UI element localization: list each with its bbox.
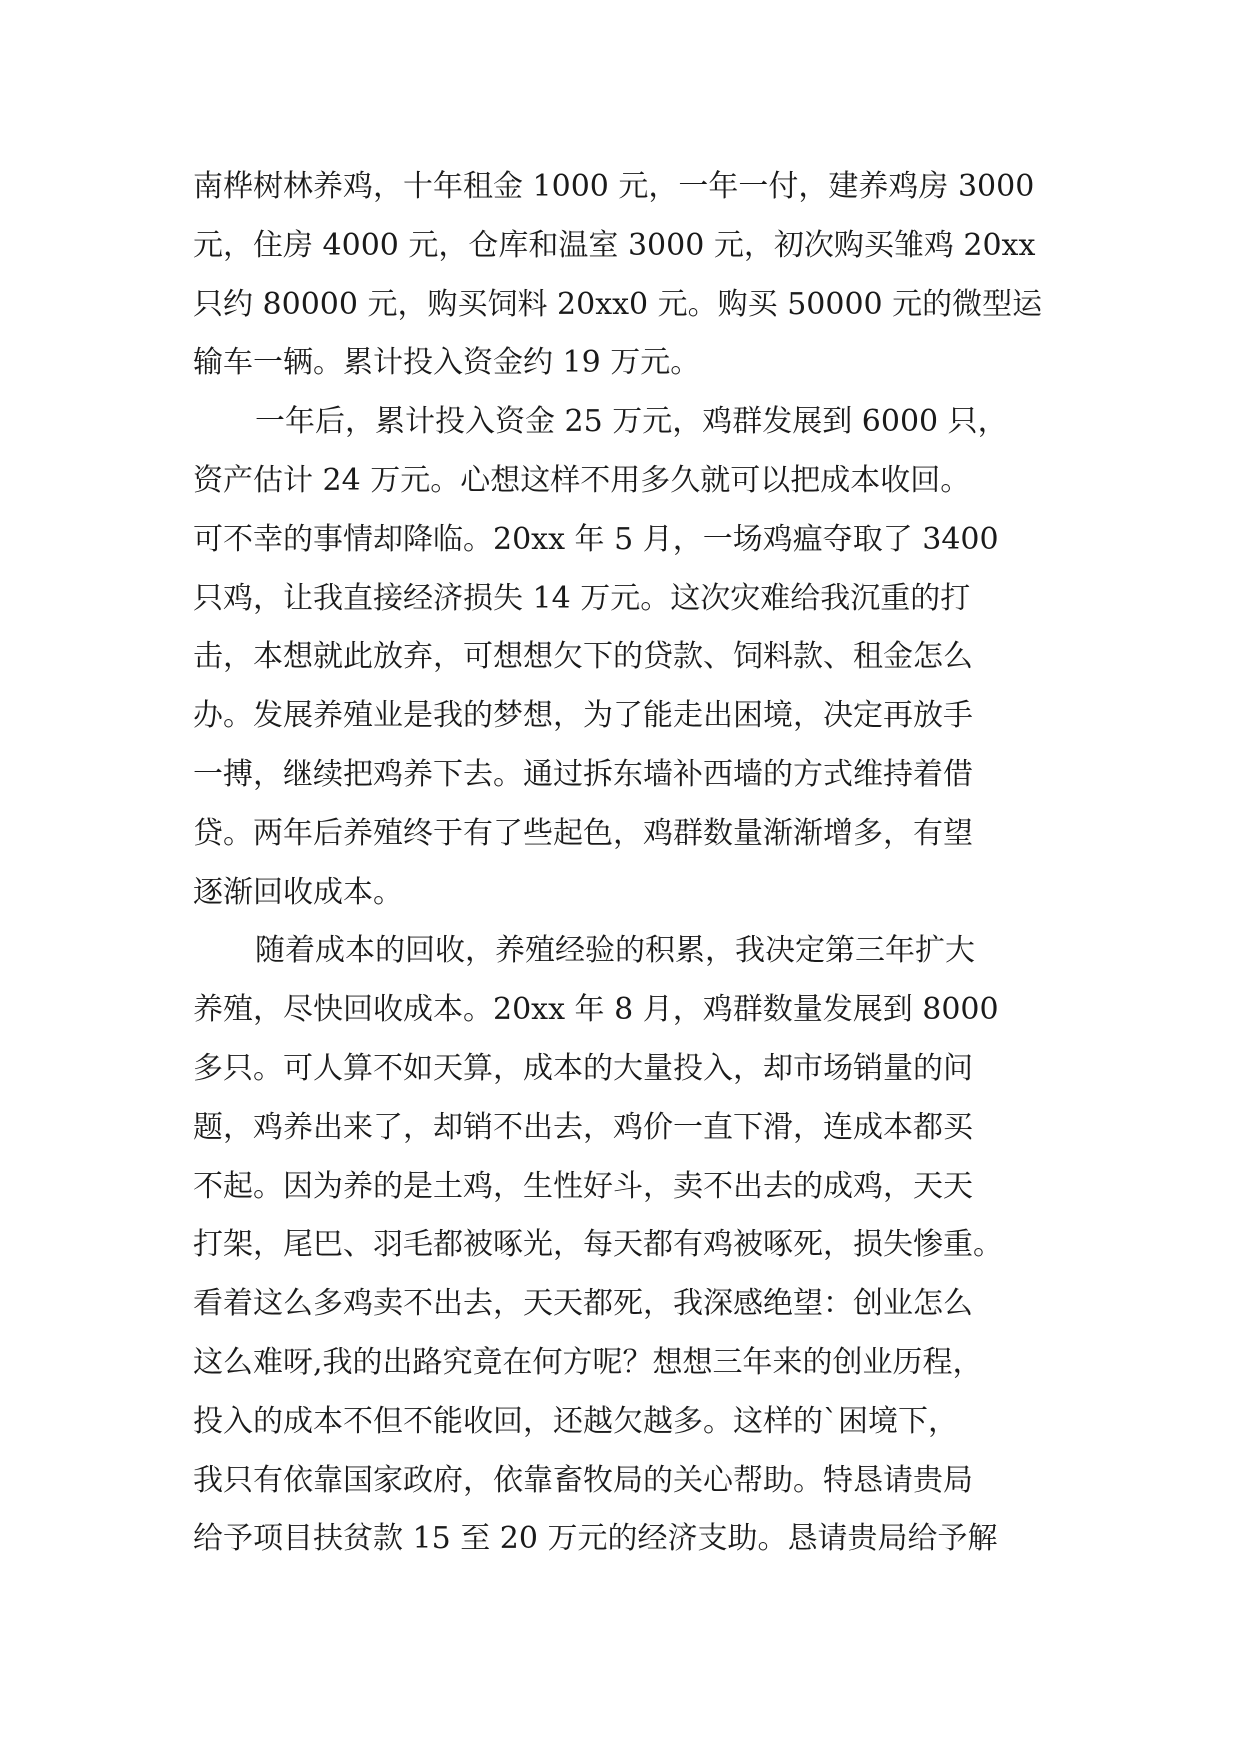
text-line: 看着这么多鸡卖不出去，天天都死，我深感绝望：创业怎么 bbox=[193, 1286, 973, 1322]
paragraph-first-line: 一年后，累计投入资金 25 万元，鸡群发展到 6000 只， bbox=[255, 404, 1008, 440]
body-text bbox=[193, 158, 1053, 1569]
text-line: 打架，尾巴、羽毛都被啄光，每天都有鸡被啄死，损失惨重。 bbox=[193, 1227, 1003, 1263]
text-line: 我只有依靠国家政府，依靠畜牧局的关心帮助。特恳请贵局 bbox=[193, 1462, 973, 1498]
text-line: 一搏，继续把鸡养下去。通过拆东墙补西墙的方式维持着借 bbox=[193, 756, 973, 792]
text-line: 击，本想就此放弃，可想想欠下的贷款、饲料款、租金怎么 bbox=[193, 639, 973, 675]
text-line: 题，鸡养出来了，却销不出去，鸡价一直下滑，连成本都买 bbox=[193, 1109, 973, 1145]
text-line: 办。发展养殖业是我的梦想，为了能走出困境，决定再放手 bbox=[193, 698, 973, 734]
text-line: 可不幸的事情却降临。20xx 年 5 月，一场鸡瘟夺取了 3400 bbox=[193, 521, 999, 557]
text-line: 这么难呀,我的出路究竟在何方呢？想想三年来的创业历程， bbox=[193, 1344, 983, 1380]
text-line: 贷。两年后养殖终于有了些起色，鸡群数量渐渐增多，有望 bbox=[193, 815, 973, 851]
text-line: 资产估计 24 万元。心想这样不用多久就可以把成本收回。 bbox=[193, 462, 971, 498]
text-line: 南桦树林养鸡，十年租金 1000 元，一年一付，建养鸡房 3000 bbox=[193, 169, 1035, 204]
text-line: 只鸡，让我直接经济损失 14 万元。这次灾难给我沉重的打 bbox=[193, 580, 971, 616]
text-line: 给予项目扶贫款 15 至 20 万元的经济支助。恳请贵局给予解 bbox=[193, 1521, 998, 1557]
paragraph-first-line: 随着成本的回收，养殖经验的积累，我决定第三年扩大 bbox=[255, 933, 975, 969]
text-line: 投入的成本不但不能收回，还越欠越多。这样的`困境下， bbox=[193, 1403, 958, 1439]
text-line: 逐渐回收成本。 bbox=[193, 874, 403, 910]
text-line: 多只。可人算不如天算，成本的大量投入，却市场销量的问 bbox=[193, 1050, 973, 1086]
text-line: 元，住房 4000 元，仓库和温室 3000 元，初次购买雏鸡 20xx bbox=[193, 227, 1036, 263]
text-line: 输车一辆。累计投入资金约 19 万元。 bbox=[193, 345, 701, 381]
text-line: 养殖，尽快回收成本。20xx 年 8 月，鸡群数量发展到 8000 bbox=[193, 992, 999, 1028]
text-line: 只约 80000 元，购买饲料 20xx0 元。购买 50000 元的微型运 bbox=[193, 286, 1043, 322]
text-line: 不起。因为养的是土鸡，生性好斗，卖不出去的成鸡，天天 bbox=[193, 1168, 973, 1204]
